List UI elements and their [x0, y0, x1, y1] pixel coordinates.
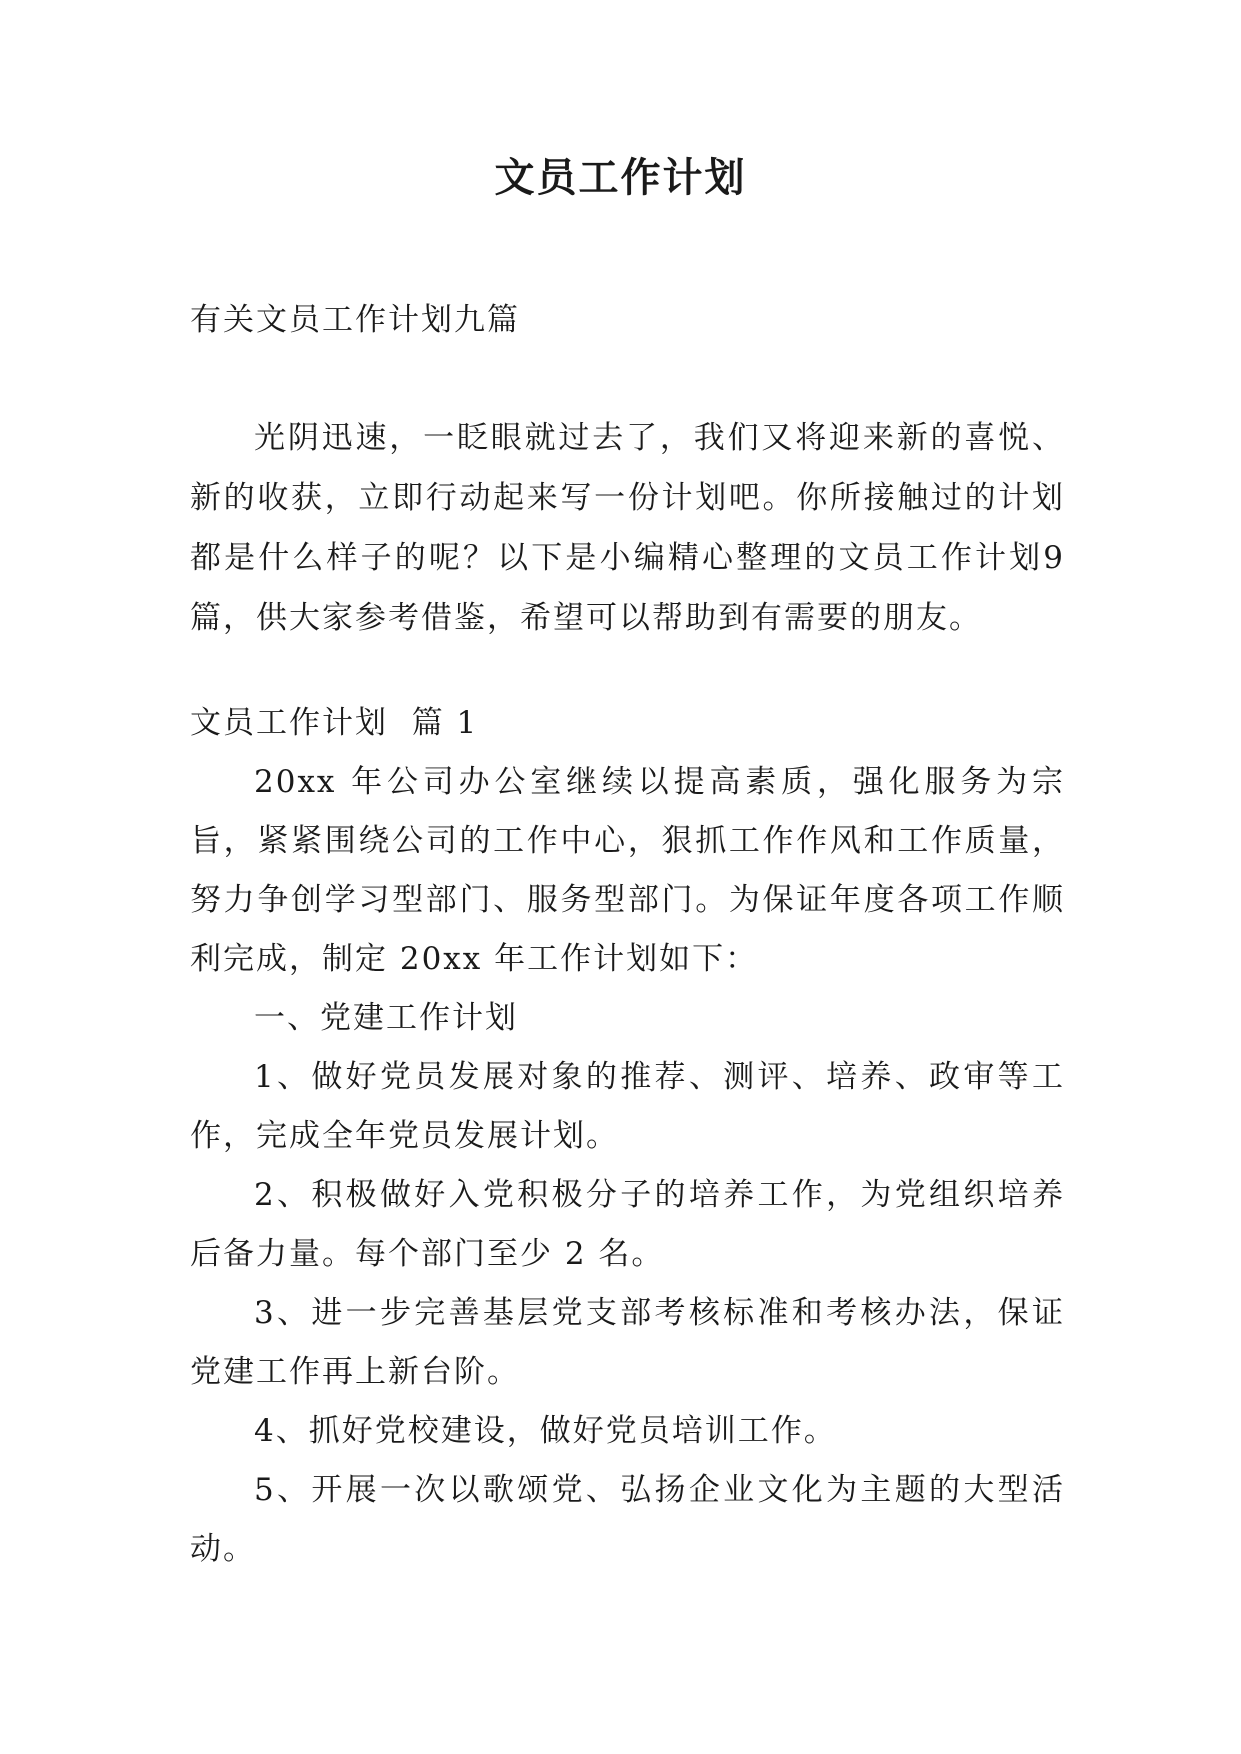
plan-item-3: 3、进一步完善基层党支部考核标准和考核办法，保证党建工作再上新台阶。 — [190, 1295, 1065, 1390]
section-1 — [190, 694, 1065, 1579]
plan-item-4: 4、抓好党校建设，做好党员培训工作。 — [254, 1413, 837, 1449]
intro-paragraph: 光阴迅速，一眨眼就过去了，我们又将迎来新的喜悦、新的收获，立即行动起来写一份计划吧。你所接触过的计划都是什么样子的呢？以下是小编精心整理的文员工作计划9篇，供大家参考借鉴，希望可以帮助到有需要的朋友。 — [190, 420, 1065, 636]
plan-item-5: 5、开展一次以歌颂党、弘扬企业文化为主题的大型活动。 — [190, 1472, 1065, 1567]
section-heading: 文员工作计划 篇 1 — [190, 705, 479, 741]
body-paragraph: 20xx 年公司办公室继续以提高素质，强化服务为宗旨，紧紧围绕公司的工作中心，狠抓工作作风和工作质量，努力争创学习型部门、服务型部门。为保证年度各项工作顺利完成，制定 20xx 年工作计划如下： — [190, 764, 1065, 977]
party-plan-heading: 一、党建工作计划 — [254, 1000, 518, 1036]
document-subtitle: 有关文员工作计划九篇 — [190, 302, 520, 338]
document-title: 文员工作计划 — [494, 154, 747, 201]
plan-item-1: 1、做好党员发展对象的推荐、测评、培养、政审等工作，完成全年党员发展计划。 — [190, 1059, 1065, 1154]
plan-item-2: 2、积极做好入党积极分子的培养工作，为党组织培养后备力量。每个部门至少 2 名。 — [190, 1177, 1065, 1272]
